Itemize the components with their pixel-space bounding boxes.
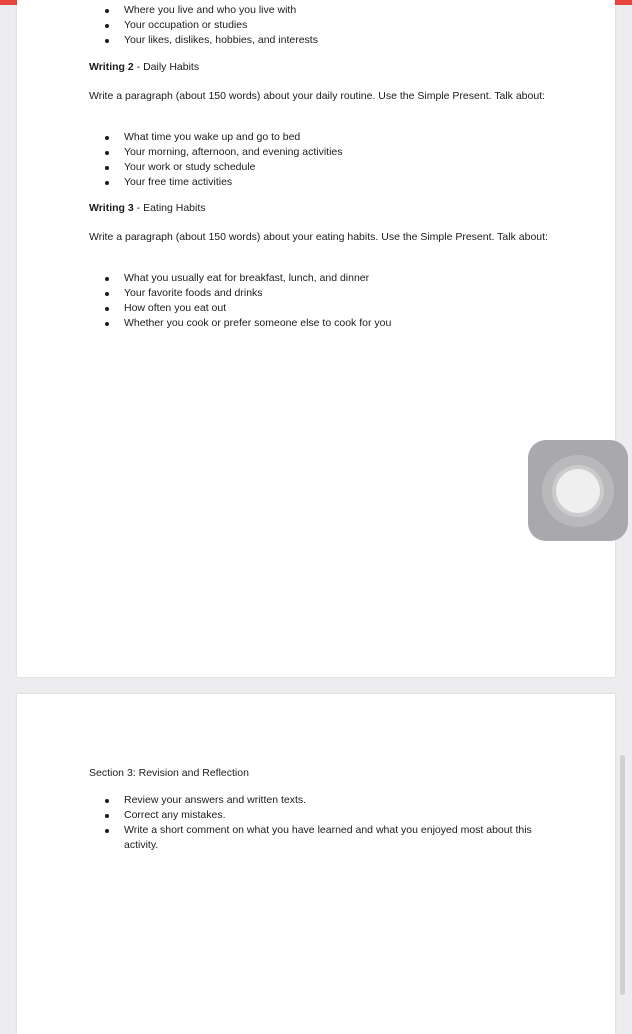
scrollbar[interactable] (620, 755, 625, 995)
list-item: Correct any mistakes. (124, 808, 549, 823)
list-item: How often you eat out (124, 301, 549, 316)
assistive-touch-button[interactable] (528, 440, 628, 541)
list-item: Your favorite foods and drinks (124, 286, 549, 301)
assistive-touch-icon (556, 469, 600, 513)
eating-habits-list (89, 271, 549, 331)
personal-info-list (89, 3, 549, 48)
list-item: Your work or study schedule (124, 160, 549, 175)
writing-3-prompt: Write a paragraph (about 150 words) about your eating habits. Use the Simple Present. Talk about: (89, 231, 548, 243)
list-item: Your free time activities (124, 175, 549, 190)
document-page-2 (17, 694, 615, 1034)
list-item: Your morning, afternoon, and evening activities (124, 145, 549, 160)
list-item: Review your answers and written texts. (124, 793, 549, 808)
writing-3-heading: Writing 3 - Eating Habits (89, 202, 206, 214)
document-page-1 (17, 0, 615, 677)
revision-list (89, 793, 549, 853)
list-item: Where you live and who you live with (124, 3, 549, 18)
list-item: What you usually eat for breakfast, lunch, and dinner (124, 271, 549, 286)
section-3-heading: Section 3: Revision and Reflection (89, 767, 249, 779)
writing-2-heading: Writing 2 - Daily Habits (89, 61, 200, 73)
list-item: Write a short comment on what you have learned and what you enjoyed most about this activity. (124, 823, 549, 853)
list-item: Your occupation or studies (124, 18, 549, 33)
writing-2-prompt: Write a paragraph (about 150 words) about your daily routine. Use the Simple Present. Talk about: (89, 90, 546, 102)
list-item: What time you wake up and go to bed (124, 130, 549, 145)
list-item: Your likes, dislikes, hobbies, and interests (124, 33, 549, 48)
daily-habits-list (89, 130, 549, 190)
list-item: Whether you cook or prefer someone else to cook for you (124, 316, 549, 331)
